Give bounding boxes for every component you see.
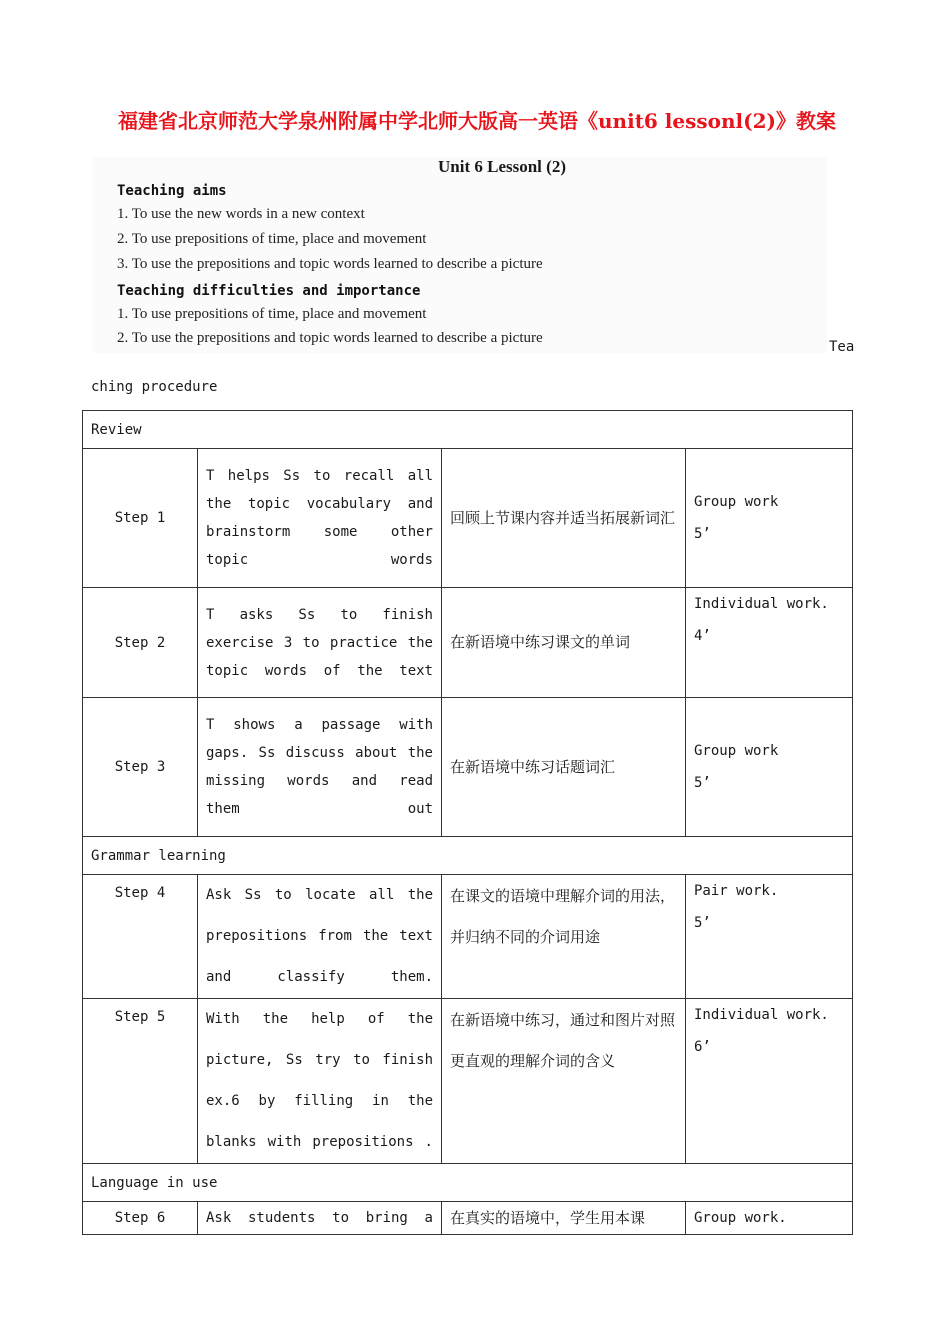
table-row: [83, 1202, 853, 1235]
step-mode: [686, 588, 853, 698]
work-mode: Individual work.: [694, 596, 829, 612]
scanned-aims-image: [92, 157, 827, 353]
duration: 5’: [694, 526, 711, 542]
step-mode: [686, 1202, 853, 1235]
step-cell: Step 5: [83, 999, 198, 1164]
aim-item: 2. To use prepositions of time, place and movement: [117, 231, 427, 247]
step-cell: Step 2: [83, 588, 198, 698]
difficulty-item: 2. To use the prepositions and topic words learned to describe a picture: [117, 330, 543, 346]
step-cell: Step 1: [83, 449, 198, 588]
duration: 6’: [694, 1039, 711, 1055]
work-mode: Group work: [694, 743, 779, 759]
step-description: Ask Ss to locate all the prepositions from the text and classify them.: [198, 875, 442, 999]
section-row: [83, 1164, 853, 1202]
work-mode: Pair work.: [694, 883, 779, 899]
section-row: [83, 411, 853, 449]
work-mode: Group work.: [694, 1210, 787, 1226]
section-language: Language in use: [83, 1164, 853, 1202]
table-row: [83, 999, 853, 1164]
step-cell: Step 4: [83, 875, 198, 999]
section-row: [83, 837, 853, 875]
step-chinese-note: 在真实的语境中，学生用本课: [442, 1202, 686, 1235]
work-mode: Individual work.: [694, 1007, 829, 1023]
aim-item: 3. To use the prepositions and topic words learned to describe a picture: [117, 256, 543, 272]
step-description: With the help of the picture, Ss try to finish ex.6 by filling in the blanks with prepositions .: [198, 999, 442, 1164]
step-cell: Step 6: [83, 1202, 198, 1235]
section-grammar: Grammar learning: [83, 837, 853, 875]
step-chinese-note: 在新语境中练习课文的单词: [442, 588, 686, 698]
teaching-aims-heading: Teaching aims: [117, 183, 227, 199]
step-chinese-note: 在课文的语境中理解介词的用法，并归纳不同的介词用途: [442, 875, 686, 999]
step-mode: [686, 875, 853, 999]
difficulties-heading: Teaching difficulties and importance: [117, 283, 421, 299]
section-review: Review: [83, 411, 853, 449]
scan-title: Unit 6 Lessonl (2): [438, 157, 566, 176]
procedure-label-part1: Tea: [829, 339, 855, 355]
step-description: T asks Ss to finish exercise 3 to practice the topic words of the text: [198, 588, 442, 698]
document-title: 福建省北京师范大学泉州附属中学北师大版高一英语《unit6 lessonl(2)》教案: [118, 109, 836, 133]
aim-item: 1. To use the new words in a new context: [117, 206, 365, 222]
duration: 5’: [694, 775, 711, 791]
table-row: [83, 875, 853, 999]
step-chinese-note: 回顾上节课内容并适当拓展新词汇: [442, 449, 686, 588]
table-row: [83, 698, 853, 837]
duration: 4’: [694, 628, 711, 644]
table-row: [83, 449, 853, 588]
table-row: [83, 588, 853, 698]
step-description: T helps Ss to recall all the topic vocabulary and brainstorm some other topic words: [198, 449, 442, 588]
step-mode: [686, 999, 853, 1164]
step-description: T shows a passage with gaps. Ss discuss about the missing words and read them out: [198, 698, 442, 837]
procedure-label-part2: ching procedure: [91, 379, 218, 395]
procedure-table: [82, 410, 853, 1235]
step-description: Ask students to bring a: [198, 1202, 442, 1235]
step-chinese-note: 在新语境中练习话题词汇: [442, 698, 686, 837]
work-mode: Group work: [694, 494, 779, 510]
step-chinese-note: 在新语境中练习，通过和图片对照更直观的理解介词的含义: [442, 999, 686, 1164]
step-mode: [686, 449, 853, 588]
difficulty-item: 1. To use prepositions of time, place and movement: [117, 306, 427, 322]
duration: 5’: [694, 915, 711, 931]
step-cell: Step 3: [83, 698, 198, 837]
step-mode: [686, 698, 853, 837]
